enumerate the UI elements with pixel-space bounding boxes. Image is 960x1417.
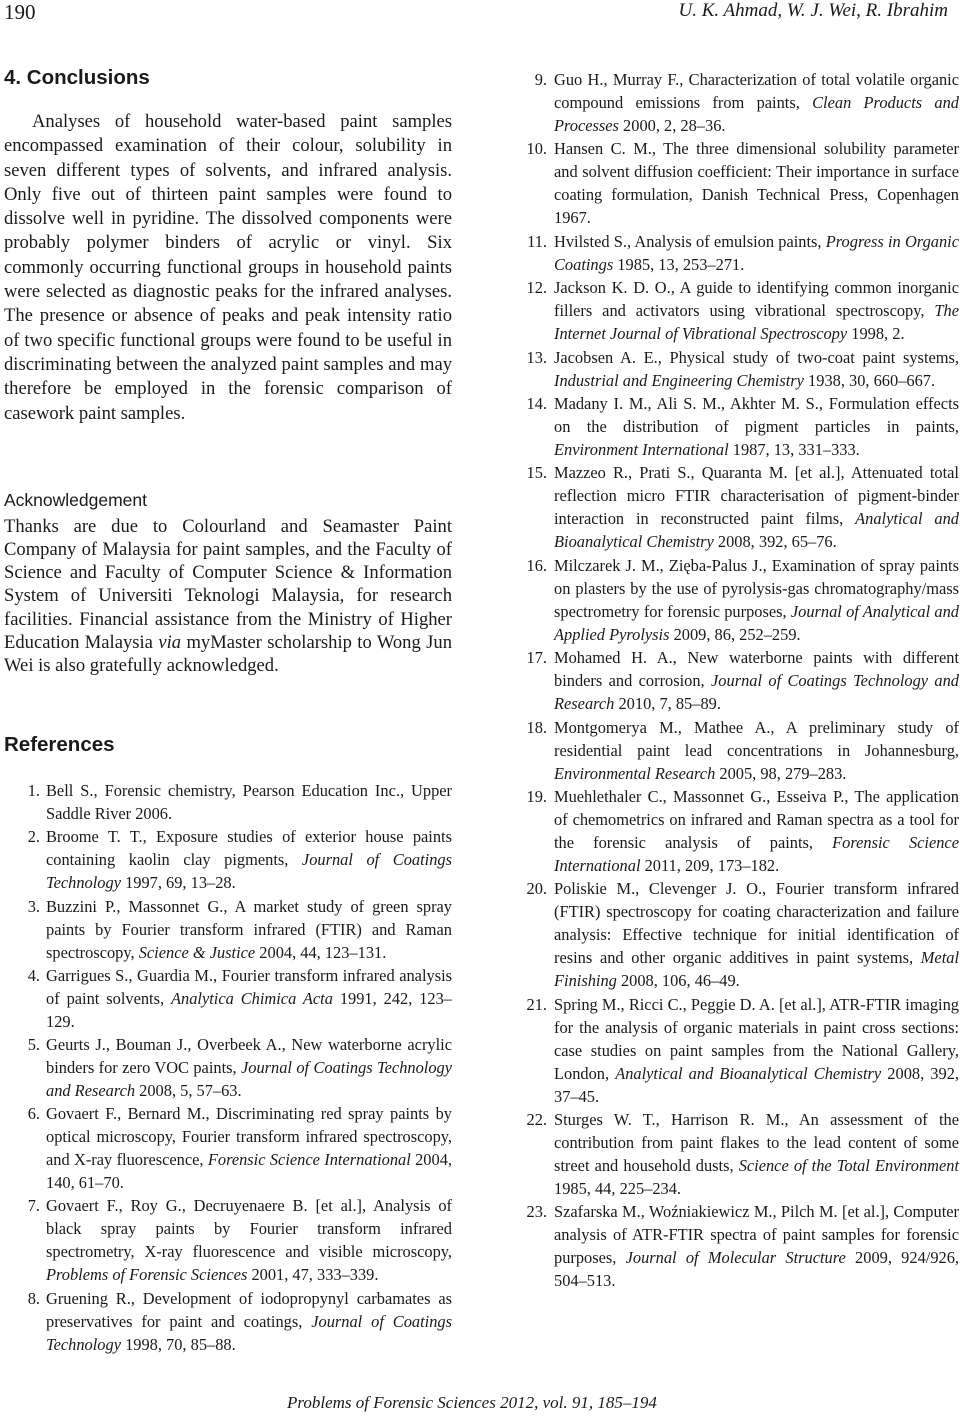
reference-item <box>527 137 959 229</box>
reference-text: Broome T. T., Exposure studies of exterior house paints containing kaolin clay pigments, <box>46 827 452 870</box>
reference-number: 3. <box>27 896 40 916</box>
reference-item <box>527 346 959 392</box>
reference-item <box>527 1200 959 1292</box>
reference-text: Geurts J., Bouman J., Overbeek A., New waterborne acrylic binders for zero VOC paints, <box>46 1035 452 1078</box>
reference-text: Bell S., Forensic chemistry, Pearson Education Inc., Upper Saddle River 2006. <box>46 781 452 824</box>
reference-details: 1987, 13, 331–333. <box>728 439 860 459</box>
reference-journal: Journal of Coatings Technology and Research <box>554 671 959 714</box>
reference-number: 15. <box>526 463 547 483</box>
reference-details: 1985, 44, 225–234. <box>554 1179 682 1199</box>
reference-item <box>527 68 959 137</box>
reference-number: 11. <box>527 231 547 251</box>
reference-details: 2008, 392, 37–45. <box>554 1063 959 1106</box>
reference-item <box>4 1287 452 1356</box>
reference-item <box>527 785 959 877</box>
reference-text: Mazzeo R., Prati S., Quaranta M. [et al.], Attenuated total reflection micro FTIR characterisation of pigment-binder interaction in reconstructed paint films, <box>554 463 959 529</box>
reference-number: 8. <box>27 1288 40 1308</box>
reference-text: Montgomerya M., Mathee A., A preliminary study of residential paint lead concentrations in Johannesburg, <box>554 717 959 760</box>
reference-details: 2005, 98, 279–283. <box>715 763 847 783</box>
reference-number: 13. <box>526 347 547 367</box>
reference-number: 22. <box>526 1110 547 1130</box>
reference-item <box>527 716 959 785</box>
reference-journal: Analytica Chimica Acta <box>171 988 333 1008</box>
reference-item <box>527 877 959 992</box>
reference-details: 2008, 5, 57–63. <box>135 1081 242 1101</box>
reference-number: 20. <box>526 879 547 899</box>
reference-item <box>4 1194 452 1286</box>
reference-text: Szafarska M., Woźniakiewicz M., Pilch M. [et al.], Computer analysis of ATR-FTIR spectra of paint samples for forensic purposes, <box>554 1202 959 1268</box>
acknowledgement-paragraph <box>4 515 452 677</box>
reference-details: 1998, 2. <box>847 324 905 344</box>
reference-text: Sturges W. T., Harrison R. M., An assessment of the contribution from paint flakes to the lead content of some street and household dusts, <box>554 1110 959 1176</box>
reference-text: Spring M., Ricci C., Peggie D. A. [et al.], ATR-FTIR imaging for the analysis of organic materials in paint cross sections: case studies on paint samples from the National Gallery, London, <box>554 994 959 1083</box>
reference-item <box>4 895 452 964</box>
reference-journal: Analytical and Bioanalytical Chemistry <box>615 1063 882 1083</box>
reference-item <box>4 1102 452 1194</box>
reference-text: Gruening R., Development of iodopropynyl carbamates as preservatives for paint and coatings, <box>46 1288 452 1331</box>
running-head-authors: U. K. Ahmad, W. J. Wei, R. Ibrahim <box>678 0 948 21</box>
reference-details: 1997, 69, 13–28. <box>120 873 236 893</box>
reference-text: Garrigues S., Guardia M., Fourier transform infrared analysis of paint solvents, <box>46 965 452 1008</box>
reference-item <box>527 646 959 715</box>
reference-journal: Journal of Coatings Technology <box>46 1311 452 1354</box>
reference-journal: Clean Products and Processes <box>554 93 959 135</box>
reference-journal: Journal of Analytical and Applied Pyrolysis <box>554 601 959 644</box>
reference-number: 6. <box>27 1104 40 1124</box>
reference-journal: Journal of Coatings Technology <box>46 850 452 893</box>
reference-text: Muehlethaler C., Massonnet G., Esseiva P., The application of chemometrics on infrared and Raman spectra as a tool for the forensic analysis of paints, <box>554 786 959 852</box>
reference-details: 1991, 242, 123–129. <box>46 988 453 1031</box>
reference-text: Madany I. M., Ali S. M., Akhter M. S., Formulation effects on the distribution of pigment particles in paints, <box>554 393 959 436</box>
reference-text: Hvilsted S., Analysis of emulsion paints, <box>554 231 826 251</box>
reference-journal: Industrial and Engineering Chemistry <box>554 370 804 390</box>
acknowledgement-heading: Acknowledgement <box>4 489 147 510</box>
reference-item <box>4 964 452 1033</box>
reference-number: 10. <box>526 139 547 159</box>
reference-number: 17. <box>526 648 547 668</box>
reference-number: 5. <box>27 1035 40 1055</box>
reference-item <box>527 1108 959 1200</box>
reference-number: 12. <box>526 278 547 298</box>
right-column <box>527 68 959 1293</box>
reference-details: 1985, 13, 253–271. <box>613 254 745 274</box>
reference-text: Jackson K. D. O., A guide to identifying common inorganic fillers and activators using vibrational spectroscopy, <box>554 278 959 321</box>
reference-journal: Environmental Research <box>554 763 716 783</box>
references-heading: References <box>4 733 115 757</box>
reference-journal: Analytical and Bioanalytical Chemistry <box>554 509 959 552</box>
reference-number: 1. <box>27 781 40 801</box>
reference-item <box>527 461 959 553</box>
reference-journal: Science & Justice <box>138 942 256 962</box>
reference-number: 4. <box>27 965 40 985</box>
reference-journal: Journal of Coatings Technology and Research <box>46 1058 452 1101</box>
reference-item <box>4 825 452 894</box>
ack-text-a: Thanks are due to Colourland and Seamaster Paint Company of Malaysia for paint samples, and the Faculty of Science and Faculty of Computer Science & Information System of Universiti Teknologi Malaysia, for research facilities. Financial assistance from the Ministry of Higher Education Malaysia <box>4 515 452 653</box>
reference-journal: Metal Finishing <box>554 948 959 991</box>
reference-journal: Problems of Forensic Sciences <box>46 1265 248 1285</box>
reference-details: 2008, 106, 46–49. <box>616 971 740 991</box>
reference-text: Govaert F., Bernard M., Discriminating red spray paints by optical microscopy, Fourier transform infrared spectroscopy, and X-ray fluorescence, <box>46 1104 452 1170</box>
reference-text: Jacobsen A. E., Physical study of two-coat paint systems, <box>554 347 959 367</box>
reference-number: 2. <box>27 827 40 847</box>
reference-item <box>527 230 959 276</box>
reference-journal: Forensic Science International <box>554 832 959 875</box>
reference-details: 2008, 392, 65–76. <box>713 532 837 552</box>
reference-list-left <box>4 779 452 1355</box>
reference-number: 14. <box>526 393 547 413</box>
reference-details: 2004, 140, 61–70. <box>46 1150 452 1193</box>
page-number: 190 <box>4 0 36 24</box>
reference-details: 1998, 70, 85–88. <box>120 1334 236 1354</box>
reference-list-right <box>527 68 959 1292</box>
reference-text: Poliskie M., Clevenger J. O., Fourier transform infrared (FTIR) spectroscopy for coating characterization and failure analysis: Effective technique for initial identification of resins and other organic additives in paint systems, <box>554 879 959 968</box>
page-header <box>0 0 956 30</box>
reference-journal: Environment International <box>554 439 729 459</box>
reference-journal: Journal of Molecular Structure <box>625 1248 846 1268</box>
reference-text: Hansen C. M., The three dimensional solubility parameter and solvent diffusion coefficient: Their importance in surface coating formulation, Danish Technical Press, Copenhagen 1967. <box>554 139 959 228</box>
reference-number: 7. <box>27 1196 40 1216</box>
reference-journal: The Internet Journal of Vibrational Spectroscopy <box>554 301 959 344</box>
reference-number: 18. <box>526 717 547 737</box>
reference-number: 9. <box>534 70 547 89</box>
reference-details: 2000, 2, 28–36. <box>618 116 726 135</box>
reference-details: 2010, 7, 85–89. <box>614 694 721 714</box>
reference-number: 23. <box>526 1202 547 1222</box>
reference-details: 2004, 44, 123–131. <box>255 942 387 962</box>
reference-details: 2001, 47, 333–339. <box>247 1265 379 1285</box>
page-footer: Problems of Forensic Sciences 2012, vol. 91, 185–194 <box>287 1393 657 1412</box>
reference-text: Buzzini P., Massonnet G., A market study of green spray paints by Fourier transform infrared (FTIR) and Raman spectroscopy, <box>46 896 452 962</box>
reference-details: 2011, 209, 173–182. <box>640 855 780 875</box>
reference-journal: Forensic Science International <box>207 1150 411 1170</box>
reference-number: 19. <box>526 786 547 806</box>
reference-text: Govaert F., Roy G., Decruyenaere B. [et al.], Analysis of black spray paints by Fourier transform infrared spectrometry, X-ray fluorescence and visible microscopy, <box>46 1196 452 1262</box>
reference-journal: Science of the Total Environment <box>738 1156 960 1176</box>
reference-item <box>4 779 452 825</box>
reference-details: 2009, 924/926, 504–513. <box>554 1248 960 1291</box>
ack-text-b: myMaster scholarship to Wong Jun Wei is also gratefully acknowledged. <box>4 631 452 677</box>
conclusions-heading: 4. Conclusions <box>4 66 150 89</box>
reference-journal: Progress in Organic Coatings <box>554 231 959 274</box>
reference-item <box>4 1033 452 1102</box>
reference-item <box>527 993 959 1108</box>
reference-text: Mohamed H. A., New waterborne paints with different binders and corrosion, <box>554 648 959 691</box>
reference-text: Guo H., Murray F., Characterization of total volatile organic compound emissions from paints, <box>554 70 959 112</box>
reference-item <box>527 392 959 461</box>
reference-text: Milczarek J. M., Zięba-Palus J., Examination of spray paints on plasters by the use of pyrolysis-gas chromatography/mass spectrometry for forensic purposes, <box>554 555 959 621</box>
reference-number: 21. <box>526 994 547 1014</box>
reference-item <box>527 276 959 345</box>
left-column <box>4 64 452 1356</box>
reference-number: 16. <box>526 555 547 575</box>
reference-details: 1938, 30, 660–667. <box>803 370 936 390</box>
reference-item <box>527 554 959 646</box>
conclusions-paragraph: Analyses of household water-based paint samples encompassed examination of their colour, solubility in seven different types of solvents, and infrared analysis. Only five out of thirteen paint samples were found to dissolve well in pyridine. The dissolved components were probably polymer binders of acrylic or vinyl. Six commonly occurring functional groups in household paints were selected as diagnostic peaks for the infrared analyses. The presence or absence of peaks and peak intensity ratio of two specific functional groups were found to be useful in discriminating between the analyzed paint samples and may therefore be employed in the forensic comparison of casework paint samples. <box>4 111 452 424</box>
reference-details: 2009, 86, 252–259. <box>669 624 801 644</box>
ack-text-via: via <box>158 631 182 653</box>
